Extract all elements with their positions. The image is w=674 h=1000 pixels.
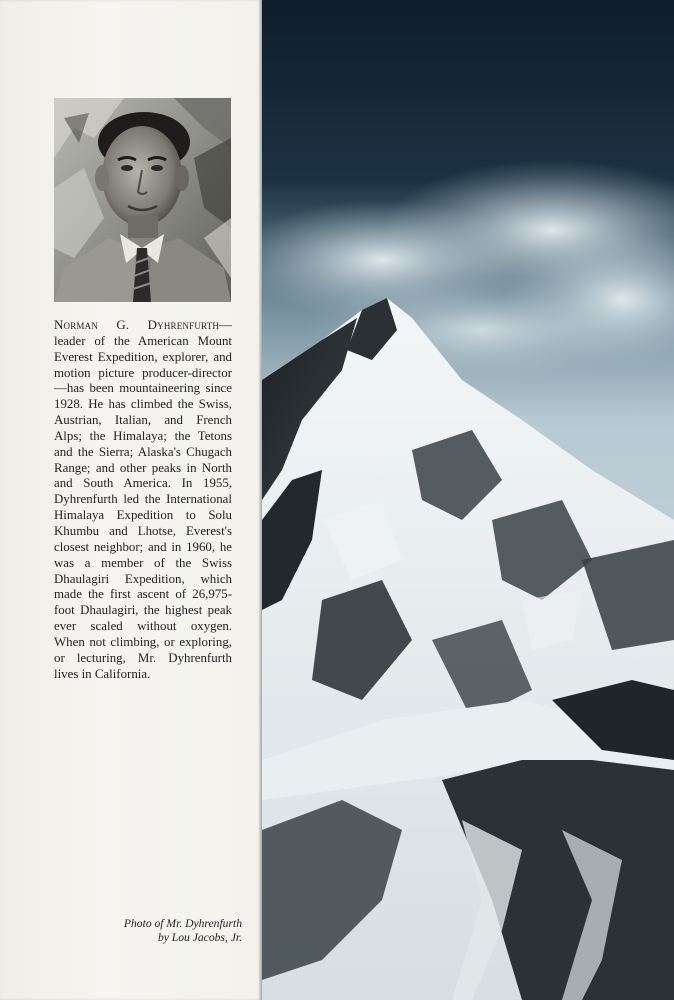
photo-credit xyxy=(54,917,242,945)
author-portrait-photo xyxy=(54,98,231,302)
photo-credit-line-2: by Lou Jacobs, Jr. xyxy=(157,931,242,944)
left-flap-panel xyxy=(0,0,262,1000)
mountain-photo xyxy=(262,0,674,1000)
author-name: Norman G. Dyhrenfurth xyxy=(54,318,220,332)
photo-credit-line-1: Photo of Mr. Dyhrenfurth xyxy=(123,917,242,930)
biography-text: —leader of the American Mount Everest Expedition, explorer, and motion picture producer-director—has been mountaineering since 1928. He has climbed the Swiss, Austrian, Italian, and French Alps; the Himalaya; the Tetons and the Sierra; Alaska's Chugach Range; and other peaks in North and South America. In 1955, Dyhrenfurth led the International Himalaya Expedition to Solu Khumbu and Lhotse, Everest's closest neighbor; and in 1960, he was a member of the Swiss Dhaulagiri Expedition, which made the first ascent of 26,975-foot Dhaulagiri, the highest peak ever scaled without oxygen. When not climbing, or exploring, or lecturing, Mr. Dyhrenfurth lives in California. xyxy=(54,318,232,681)
author-biography xyxy=(54,318,232,682)
